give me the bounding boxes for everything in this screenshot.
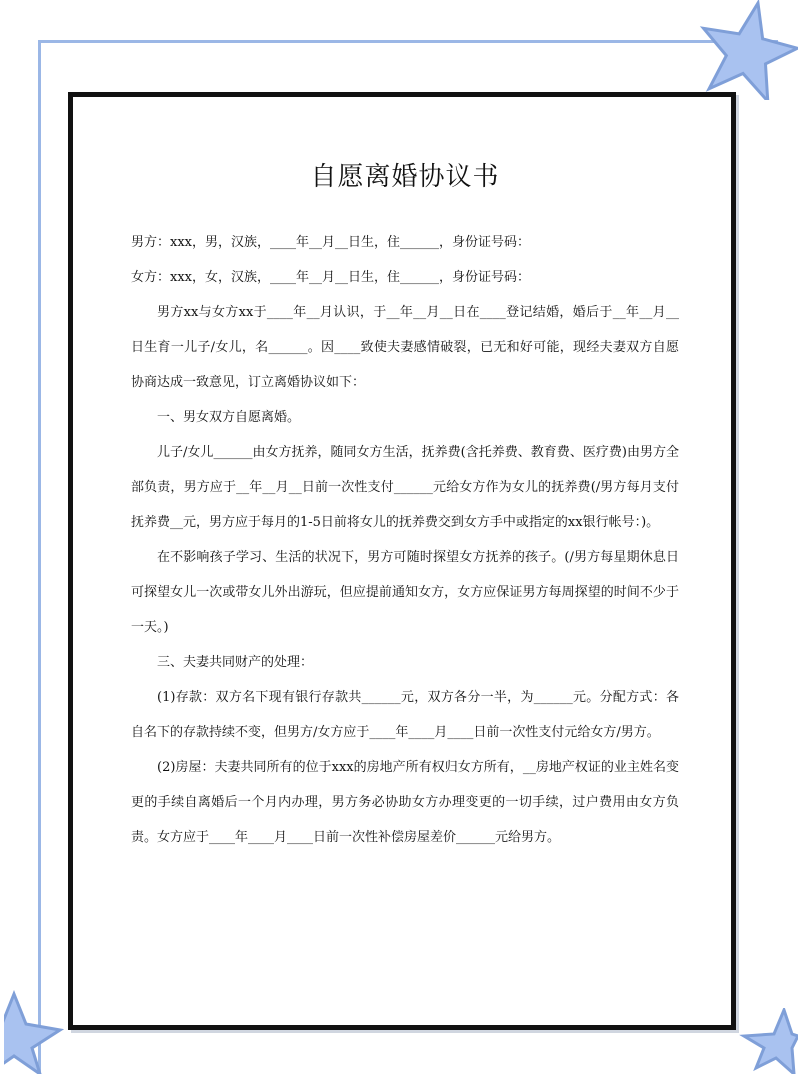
paragraph: 男方xx与女方xx于____年__月认识，于__年__月__日在____登记结婚，婚后于__年__月__日生育一儿子/女儿，名______。因____致使夫妻感情破裂，已无和好可能，现经夫妻双方自愿协商达成一致意见，订立离婚协议如下： <box>131 305 679 390</box>
paragraph: 男方：xxx，男，汉族，____年__月__日生，住______，身份证号码： <box>131 235 530 250</box>
paragraph: 儿子/女儿______由女方抚养，随同女方生活，抚养费(含托养费、教育费、医疗费)由男方全部负责，男方应于__年__月__日前一次性支付______元给女方作为女儿的抚养费(/男方每月支付抚养费__元，男方应于每月的1-5日前将女儿的抚养费交到女方手中或指定的xx银行帐号：)。 <box>131 445 679 530</box>
document-body <box>131 159 679 855</box>
document-page <box>68 92 736 1030</box>
paragraph: 在不影响孩子学习、生活的状况下，男方可随时探望女方抚养的孩子。(/男方每星期休息日可探望女儿一次或带女儿外出游玩，但应提前通知女方，女方应保证男方每周探望的时间不少于一天。) <box>131 550 679 635</box>
paragraph: 一、男女双方自愿离婚。 <box>157 410 301 425</box>
star-decoration-icon <box>734 1008 798 1074</box>
paragraph: (1)存款：双方名下现有银行存款共______元，双方各分一半，为______元。分配方式：各自名下的存款持续不变，但男方/女方应于____年____月____日前一次性支付元给女方/男方。 <box>131 690 679 740</box>
document-title: 自愿离婚协议书 <box>310 162 500 192</box>
paragraph: 女方：xxx，女，汉族，____年__月__日生，住______，身份证号码： <box>131 270 530 285</box>
paragraph: (2)房屋：夫妻共同所有的位于xxx的房地产所有权归女方所有，__房地产权证的业主姓名变更的手续自离婚后一个月内办理，男方务必协助女方办理变更的一切手续，过户费用由女方负责。女方应于____年____月____日前一次性补偿房屋差价______元给男方。 <box>131 760 679 845</box>
star-decoration-icon <box>698 0 798 100</box>
paragraph-list <box>131 225 679 855</box>
paragraph: 三、夫妻共同财产的处理： <box>157 655 314 670</box>
star-decoration-icon <box>4 990 64 1074</box>
